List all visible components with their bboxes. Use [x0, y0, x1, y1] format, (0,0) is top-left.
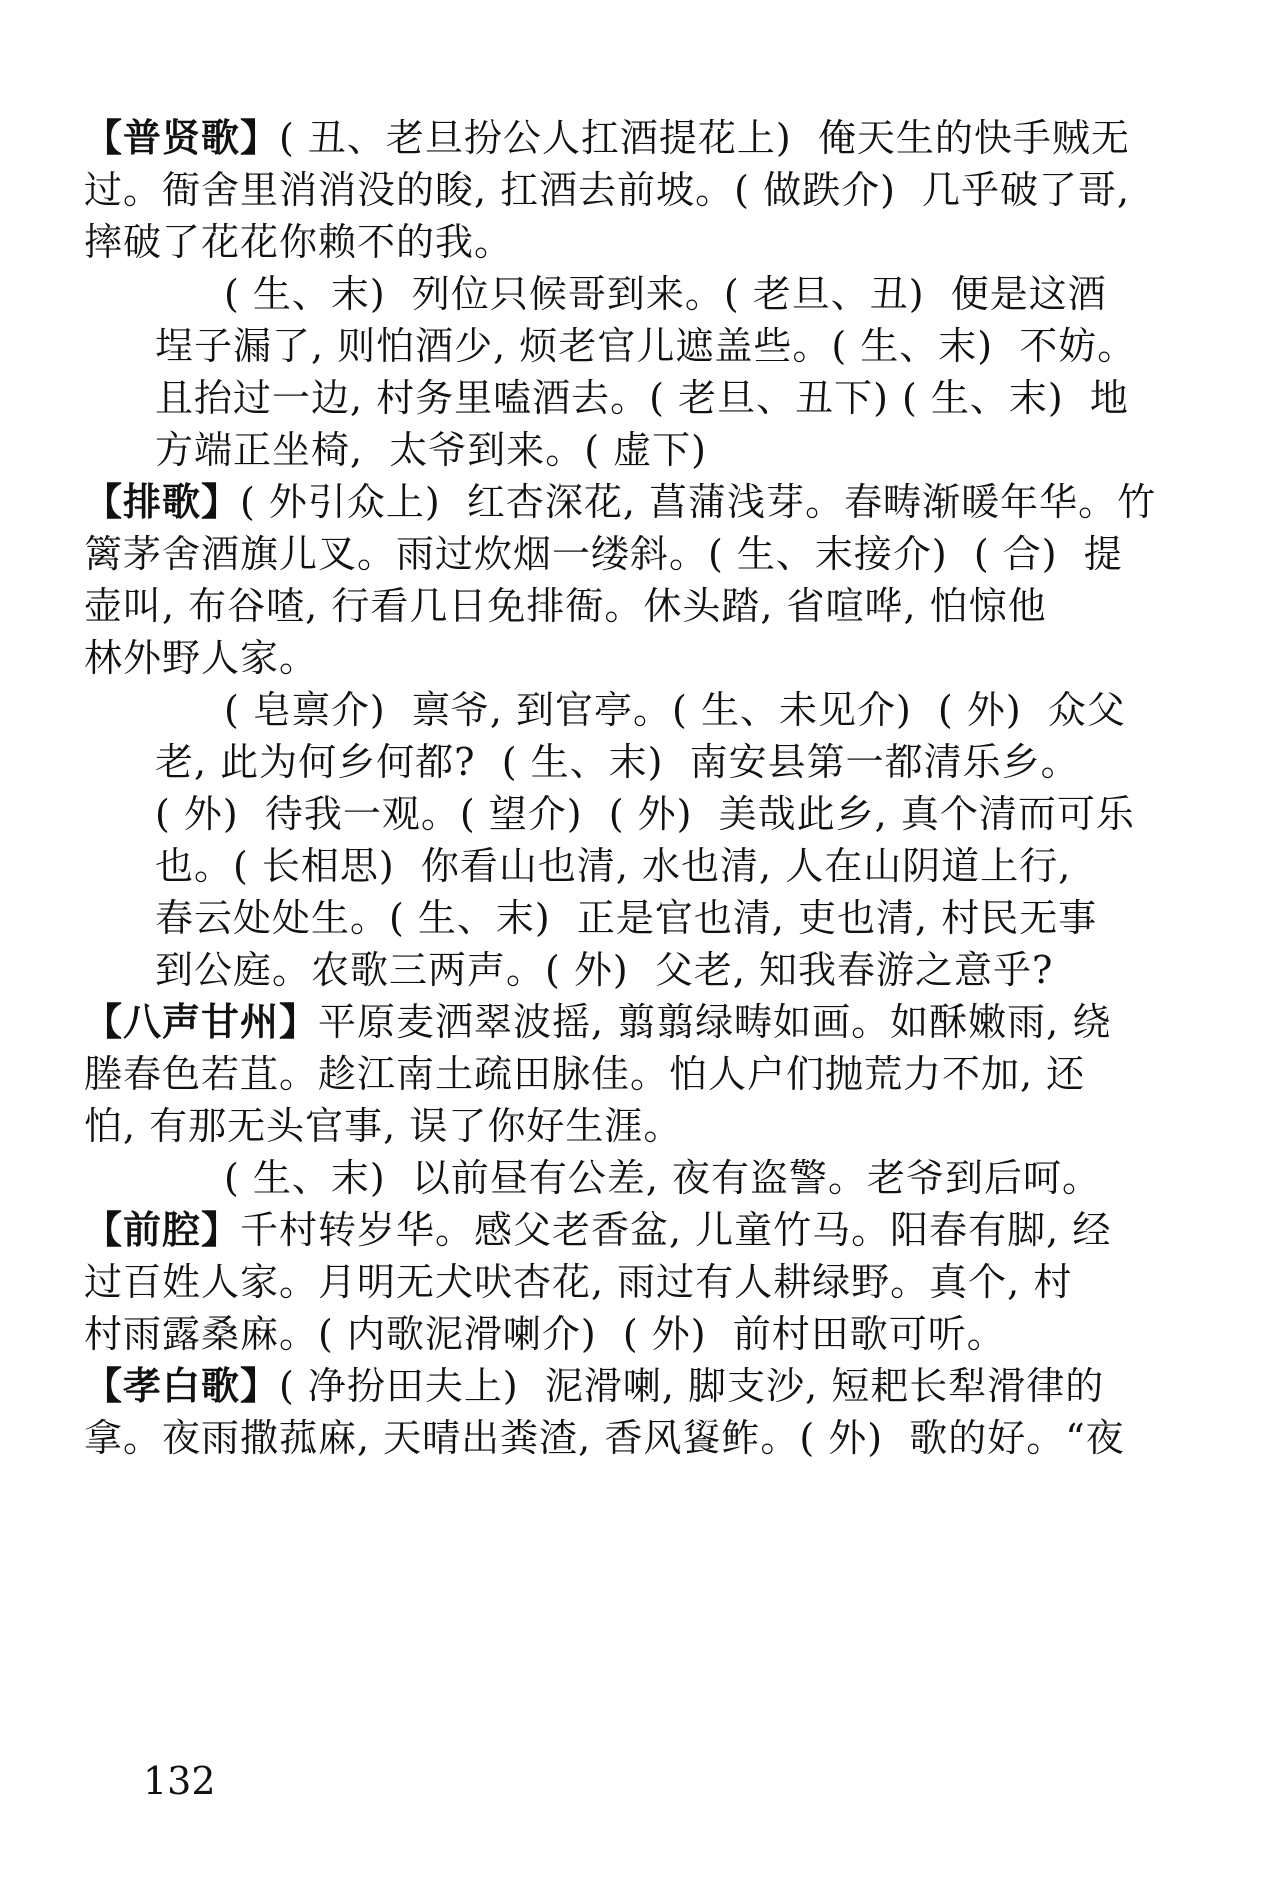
line-text: ( 生、末) 列位只候哥到来。( 老旦、丑) 便是这酒	[224, 272, 1107, 316]
line-text: 也。( 长相思) 你看山也清, 水也清, 人在山阴道上行,	[155, 844, 1072, 888]
line-text: 千村转岁华。感父老香盆, 儿童竹马。阳春有脚, 经	[240, 1208, 1112, 1252]
line-text: 过百姓人家。月明无犬吠杏花, 雨过有人耕绿野。真个, 村	[84, 1260, 1073, 1304]
line-text: 老, 此为何乡何都? ( 生、末) 南安县第一都清乐乡。	[155, 740, 1080, 784]
page-number: 132	[143, 1759, 216, 1803]
line-text: 篱茅舍酒旗儿叉。雨过炊烟一缕斜。( 生、末接介) ( 合) 提	[84, 532, 1123, 576]
line-text: 过。衙舍里消消没的睃, 扛酒去前坡。( 做跌介) 几乎破了哥,	[84, 168, 1131, 212]
line-text: 怕, 有那无头官事, 误了你好生涯。	[84, 1104, 683, 1148]
line-text: 到公庭。农歌三两声。( 外) 父老, 知我春游之意乎?	[155, 948, 1054, 992]
line-text: ( 外引众上) 红杏深花, 菖蒲浅芽。春畴渐暖年华。竹	[240, 480, 1157, 524]
line-text: 且抬过一边, 村务里嗑酒去。( 老旦、丑下) ( 生、末) 地	[155, 376, 1129, 420]
line-text: 方端正坐椅, 太爷到来。( 虚下)	[155, 428, 707, 472]
line-text: ( 丑、老旦扮公人扛酒提花上) 俺天生的快手贼无	[279, 116, 1130, 160]
line-text: 村雨露桑麻。( 内歌泥滑喇介) ( 外) 前村田歌可听。	[84, 1312, 1006, 1356]
song-heading: 【八声甘州】	[84, 1000, 319, 1044]
text-line-26	[0, 1407, 1125, 1469]
line-text: 壶叫, 布谷喳, 行看几日免排衙。休头踏, 省喧哗, 怕惊他	[84, 584, 1047, 628]
song-heading: 【普贤歌】	[84, 116, 280, 160]
song-heading: 【前腔】	[84, 1208, 241, 1252]
song-heading: 【排歌】	[84, 480, 241, 524]
line-text: 春云处处生。( 生、末) 正是官也清, 吏也清, 村民无事	[155, 896, 1098, 940]
line-text: 平原麦洒翠波摇, 翦翦绿畴如画。如酥嫩雨, 绕	[318, 1000, 1112, 1044]
line-text: 林外野人家。	[84, 636, 319, 680]
line-text: ( 净扮田夫上) 泥滑喇, 脚支沙, 短耙长犁滑律的	[279, 1364, 1105, 1408]
song-heading: 【孝白歌】	[84, 1364, 280, 1408]
line-text: 埕子漏了, 则怕酒少, 烦老官儿遮盖些。( 生、末) 不妨。	[155, 324, 1137, 368]
line-text: 摔破了花花你赖不的我。	[84, 220, 514, 264]
line-text: ( 生、末) 以前昼有公差, 夜有盗警。老爷到后呵。	[224, 1156, 1102, 1200]
line-text: 塍春色若苴。趁江南土疏田脉佳。怕人户们抛荒力不加, 还	[84, 1052, 1086, 1096]
line-text: ( 外) 待我一观。( 望介) ( 外) 美哉此乡, 真个清而可乐	[155, 792, 1135, 836]
line-text: ( 皂禀介) 禀爷, 到官亭。( 生、未见介) ( 外) 众父	[224, 688, 1126, 732]
line-text: 拿。夜雨撒菰麻, 天晴出粪渣, 香风𩜾鲊。( 外) 歌的好。“夜	[84, 1416, 1125, 1460]
